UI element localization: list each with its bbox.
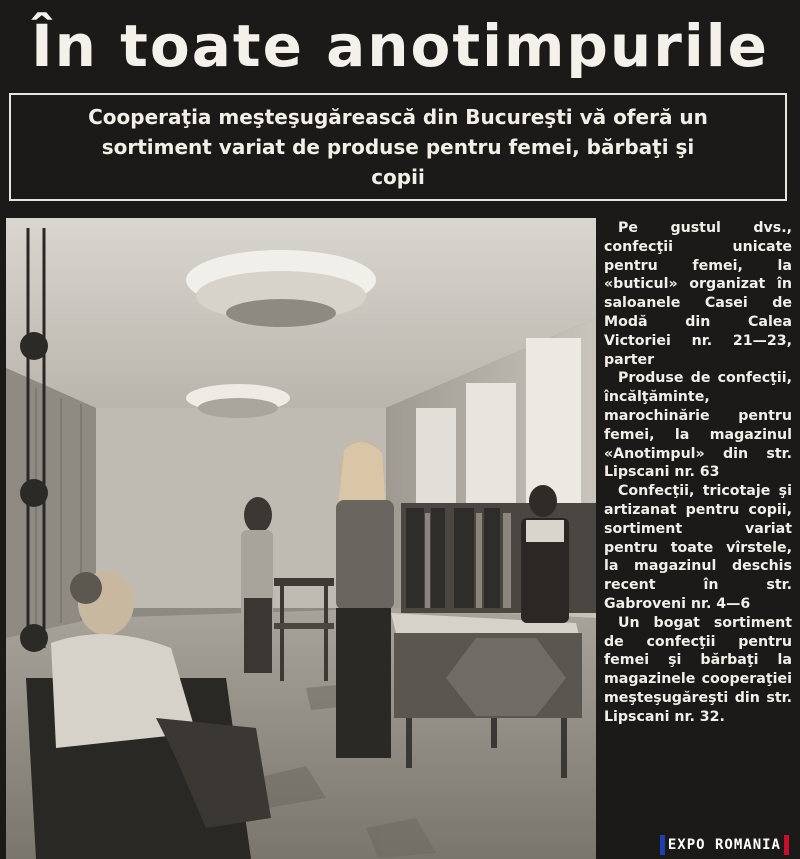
store-interior-photo	[6, 218, 596, 859]
subtitle-text: Cooperaţia meşteşugărească din Bucureşti vă oferă un sortiment variat de produse pentru femei, bărbaţi şi copii	[88, 105, 708, 189]
article-paragraph-anotimpul: Produse de confecţii, încălţăminte, marochinărie pentru femei, la magazinul «Anotimpul» din str. Lipscani nr. 63	[604, 370, 792, 481]
watermark-text: EXPO ROMANIA	[667, 837, 781, 853]
article-text	[604, 219, 792, 727]
article-paragraph-boutique: Pe gustul dvs., confecţii unicate pentru femei, la «buticul» organizat în saloanele Casei de Modă din Calea Victoriei nr. 21—23, parter	[604, 220, 792, 368]
flag-blue-bar	[660, 835, 665, 855]
article-paragraph-children: Confecţii, tricotaje şi artizanat pentru copii, sortiment variat pentru toate vîrstele, la magazinul deschis recent în str. Gabroveni nr. 4—6	[604, 483, 792, 612]
expo-romania-watermark	[657, 834, 792, 856]
page-title: În toate anotimpurile	[31, 12, 769, 80]
subtitle-box	[9, 93, 787, 201]
flag-red-bar	[784, 835, 789, 855]
article-paragraph-lipscani: Un bogat sortiment de confecţii pentru femei şi bărbaţi la magazinele cooperaţiei meşteşugăreşti din str. Lipscani nr. 32.	[604, 614, 792, 725]
